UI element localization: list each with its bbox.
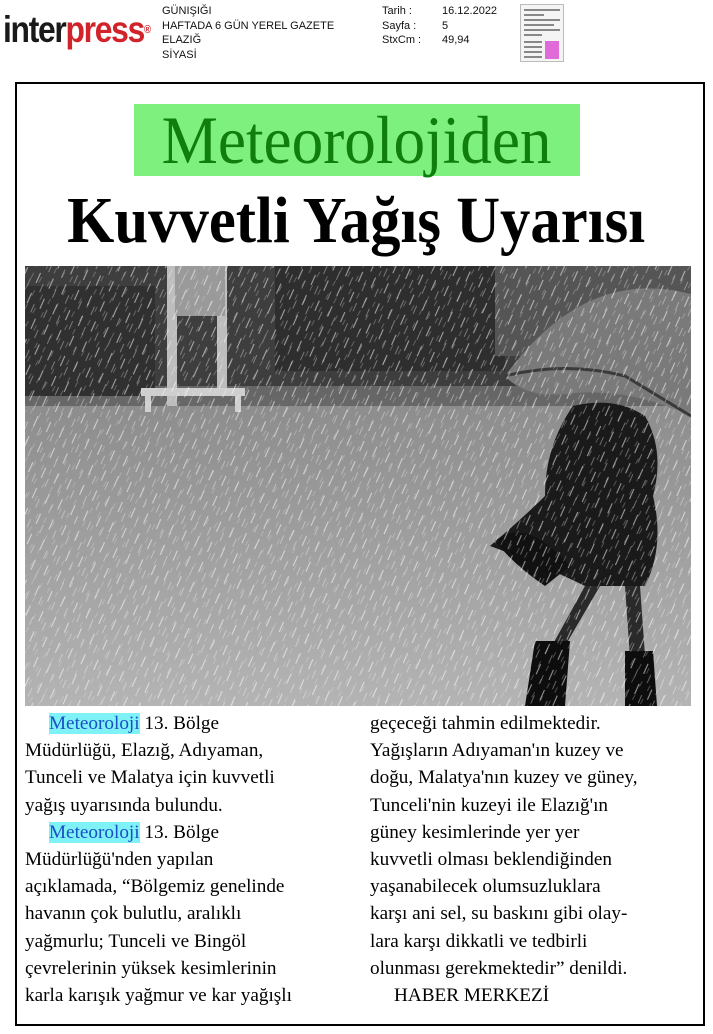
page-thumbnail[interactable] (520, 4, 564, 62)
meta-page: Sayfa : 5 (382, 19, 449, 32)
article-kicker: Meteorolojiden (134, 104, 580, 176)
paragraph-line: Meteoroloji 13. Bölge (49, 713, 220, 734)
paragraph-line: açıklamada, “Bölgemiz genelinde (25, 876, 285, 898)
clipping-meta (382, 4, 497, 48)
publication-city: ELAZIĞ (162, 34, 202, 46)
paragraph-line: Müdürlüğü'nden yapılan (25, 849, 214, 871)
highlighted-term: Meteoroloji (49, 713, 140, 734)
paragraph-line: Tunceli ve Malatya için kuvvetli (25, 767, 275, 789)
paragraph-line: Meteoroloji 13. Bölge (49, 821, 220, 843)
publication-section: SİYASİ (162, 48, 197, 61)
paragraph-line: yaşanabilecek olumsuzluklara (370, 876, 601, 898)
clipping-header (0, 0, 713, 70)
paragraph-line: karla karışık yağmur ve kar yağışlı (25, 985, 292, 1007)
paragraph-line: güney kesimlerinde yer yer (370, 821, 580, 843)
paragraph-line: çevrelerinin yüksek kesimlerinin (25, 957, 277, 979)
paragraph-line: havanın çok bulutlu, aralıklı (25, 903, 242, 925)
highlighted-term: Meteoroloji (49, 821, 140, 843)
publication-frequency: HAFTADA 6 GÜN YEREL GAZETE (162, 19, 335, 32)
article-headline: Kuvvetli Yağış Uyarısı (67, 184, 645, 257)
paragraph-line: yağmurlu; Tunceli ve Bingöl (25, 930, 247, 952)
paragraph-line: kuvvetli olması beklendiğinden (370, 849, 612, 871)
paragraph-line: geçeceği tahmin edilmektedir. (370, 713, 601, 734)
article-column-2 (370, 710, 700, 1009)
paragraph-line: yağış uyarısında bulundu. (25, 794, 223, 816)
publication-meta (162, 4, 334, 62)
article-byline: HABER MERKEZİ (394, 985, 550, 1007)
publication-name: GÜNIŞIĞI (162, 5, 212, 17)
paragraph-line: Tunceli'nin kuzeyi ile Elazığ'ın (370, 794, 609, 816)
rain-umbrella-photo (25, 266, 691, 706)
meta-date: Tarih : 16.12.2022 (382, 5, 498, 17)
meta-area: StxCm : 49,94 (382, 34, 470, 46)
paragraph-line: Müdürlüğü, Elazığ, Adıyaman, (25, 740, 264, 762)
interpress-logo: interpress® (3, 9, 150, 50)
article-column-1 (25, 710, 365, 1009)
paragraph-line: karşı ani sel, su baskını gibi olay- (370, 903, 628, 925)
paragraph-line: doğu, Malatya'nın kuzey ve güney, (370, 767, 638, 789)
paragraph-line: Yağışların Adıyaman'ın kuzey ve (370, 740, 624, 762)
paragraph-line: olunması gerekmektedir” denildi. (370, 957, 628, 979)
paragraph-line: lara karşı dikkatli ve tedbirli (370, 930, 588, 952)
